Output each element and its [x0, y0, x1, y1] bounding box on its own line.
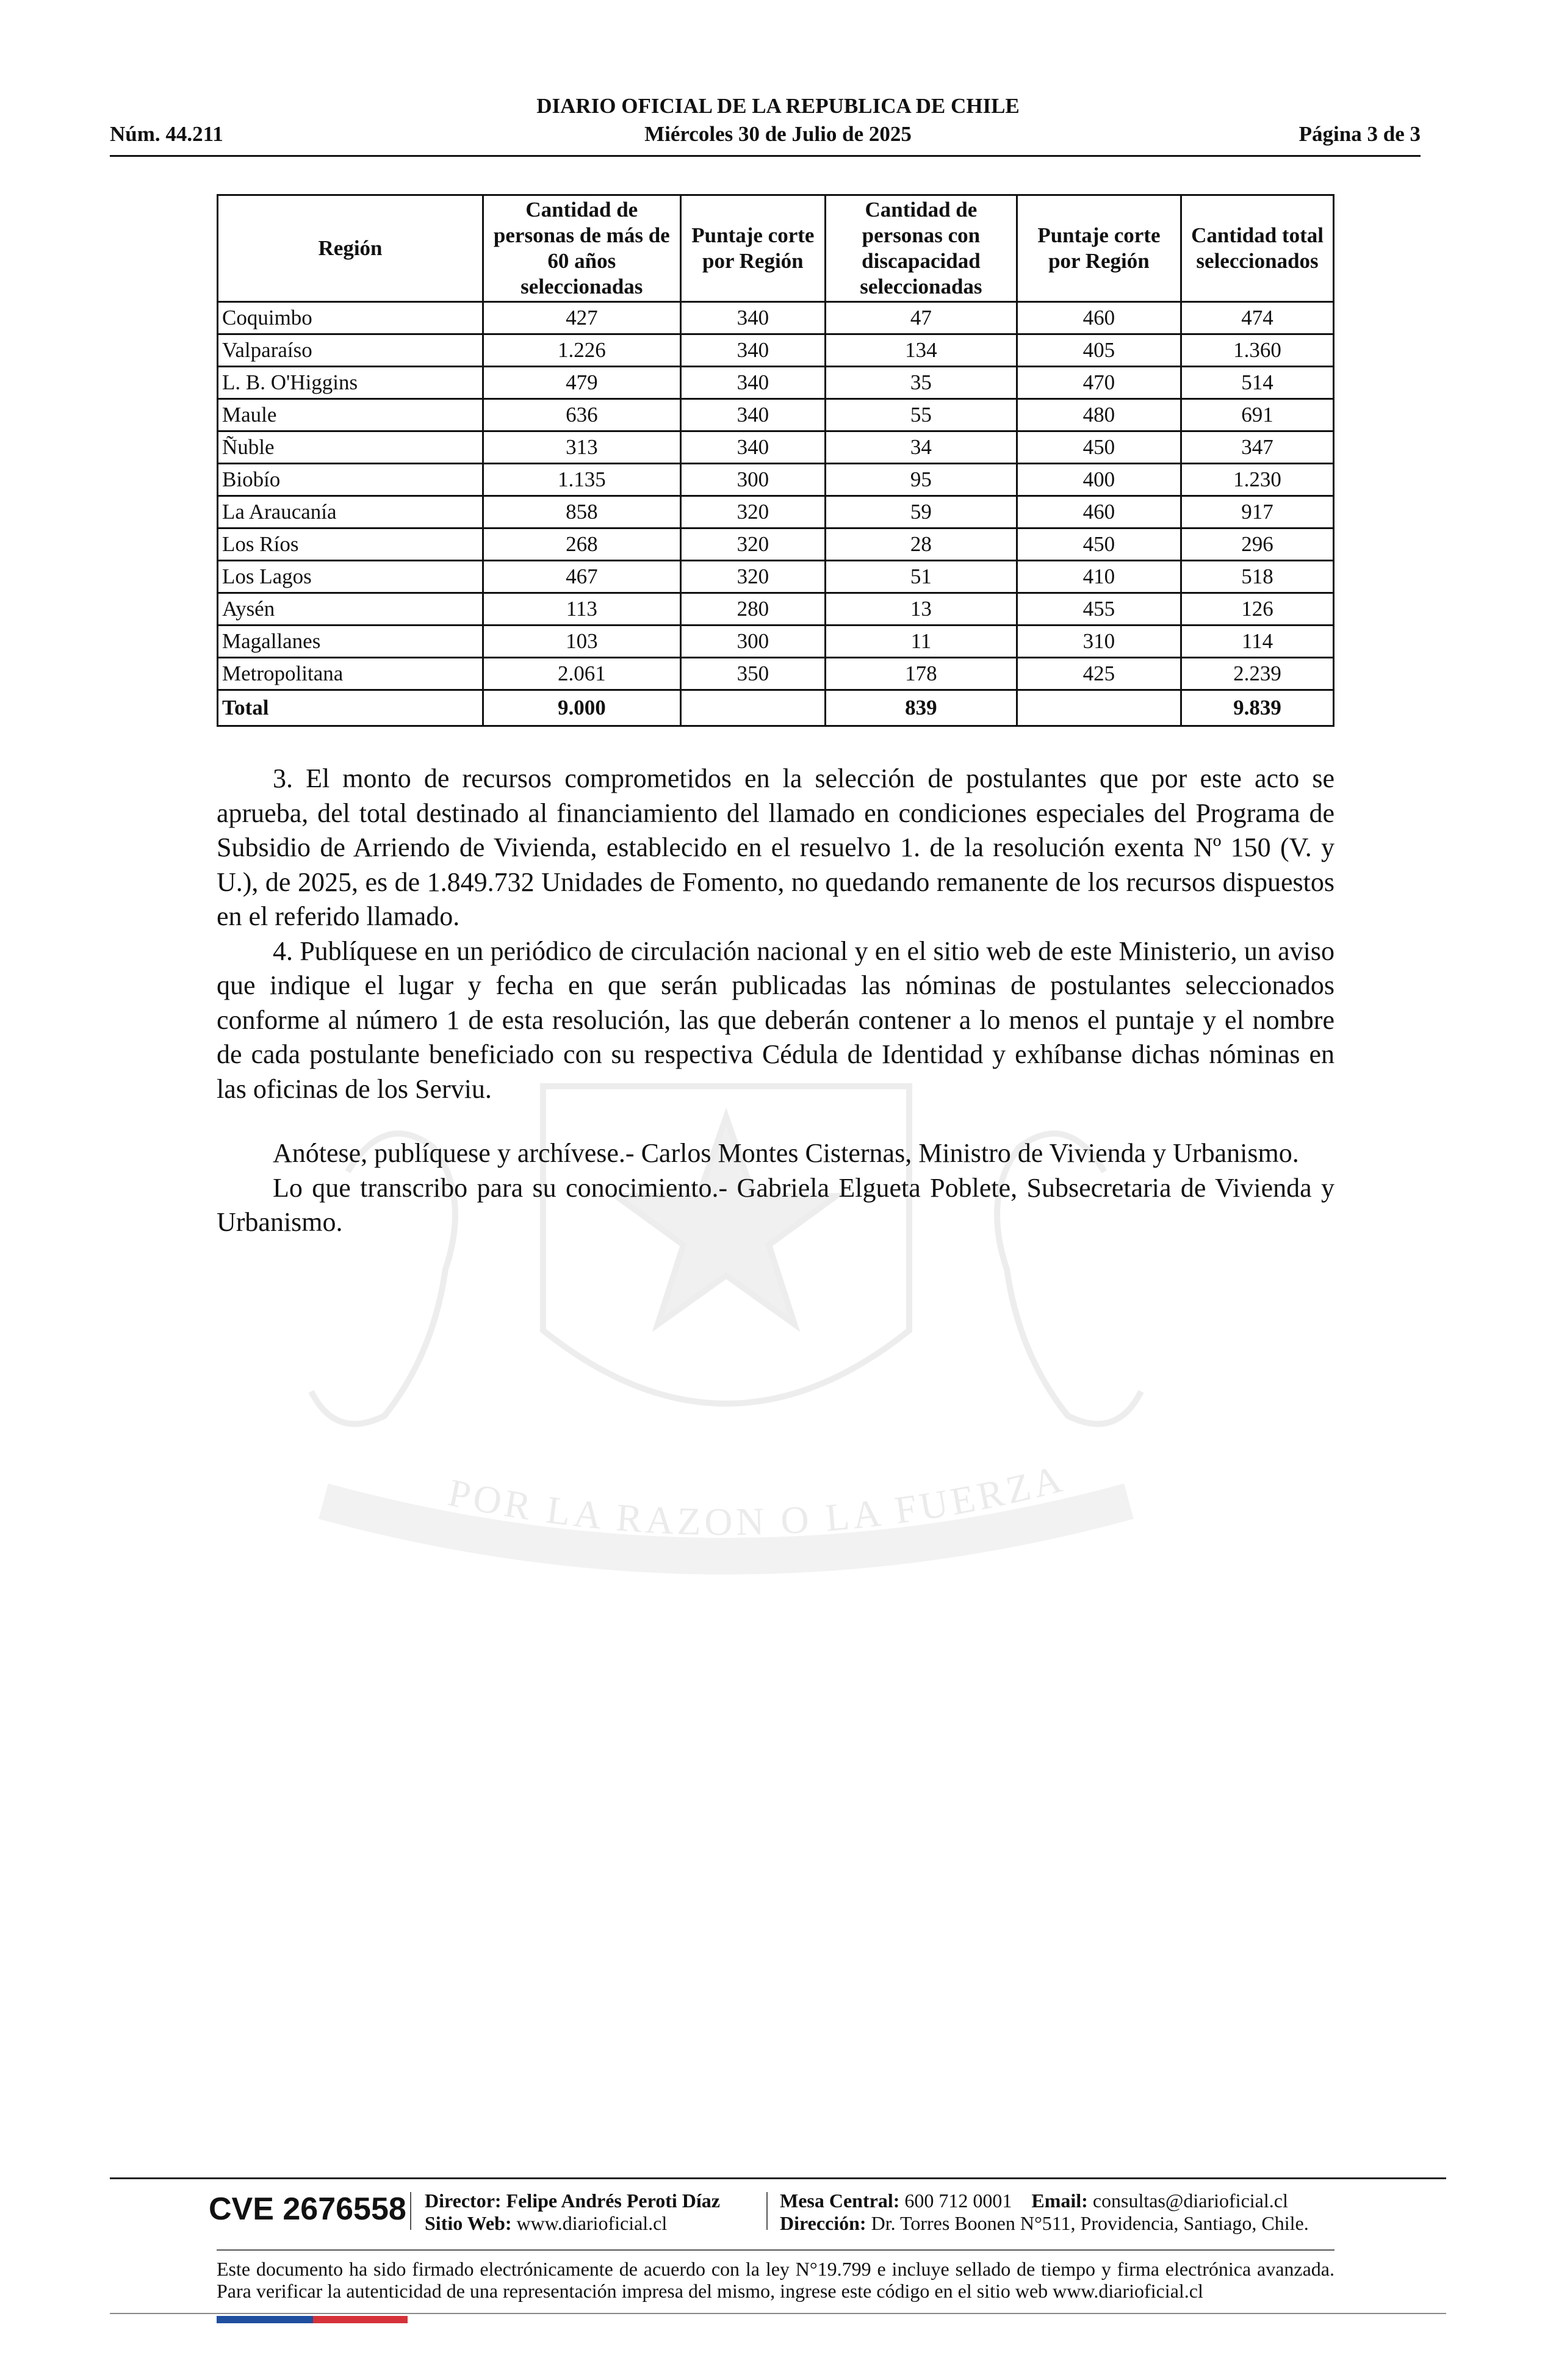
cell-discapacidad: 178: [826, 658, 1017, 690]
cell-puntaje-2: 470: [1017, 367, 1181, 399]
cell-puntaje-2: 460: [1017, 496, 1181, 528]
header-discapacidad: Cantidad de personas con discapacidad seleccionadas: [826, 195, 1017, 302]
cell-puntaje-1: 280: [680, 593, 826, 626]
cell-puntaje-2: 425: [1017, 658, 1181, 690]
issue-date: Miércoles 30 de Julio de 2025: [644, 122, 912, 146]
cell-discapacidad: 95: [826, 464, 1017, 496]
cell-puntaje-1: 340: [680, 334, 826, 367]
motto-text: POR LA RAZON O LA FUERZA: [444, 1456, 1070, 1544]
header-region: Región: [218, 195, 483, 302]
closing-paragraph: Anótese, publíquese y archívese.- Carlos Montes Cisternas, Ministro de Vivienda y Urbanismo.: [273, 1138, 1299, 1168]
cell-puntaje-2: 405: [1017, 334, 1181, 367]
cell-puntaje-1: 320: [680, 528, 826, 561]
cell-puntaje-2: 400: [1017, 464, 1181, 496]
web-link[interactable]: www.diarioficial.cl: [516, 2212, 668, 2234]
header-mayores: Cantidad de personas de más de 60 años seleccionadas: [483, 195, 681, 302]
address-text: Dr. Torres Boonen N°511, Providencia, Santiago, Chile.: [871, 2212, 1309, 2234]
footer-separator: [410, 2192, 411, 2230]
cell-region: Biobío: [218, 464, 483, 496]
cell-total: 296: [1181, 528, 1334, 561]
table-row: [218, 626, 1334, 658]
cell-total: 114: [1181, 626, 1334, 658]
email-link[interactable]: consultas@diarioficial.cl: [1092, 2190, 1288, 2212]
cell-discapacidad: 55: [826, 399, 1017, 431]
email-label: Email:: [1031, 2190, 1088, 2212]
cell-total: 691: [1181, 399, 1334, 431]
cell-region: Los Lagos: [218, 561, 483, 593]
flag-stripe-red: [313, 2316, 408, 2323]
cell-mayores: 268: [483, 528, 681, 561]
selection-table: [217, 194, 1334, 727]
cell-puntaje-1: 340: [680, 431, 826, 464]
total-total: 9.839: [1181, 690, 1334, 726]
cell-discapacidad: 59: [826, 496, 1017, 528]
cell-mayores: 103: [483, 626, 681, 658]
cell-mayores: 427: [483, 302, 681, 334]
cell-mayores: 1.135: [483, 464, 681, 496]
cell-total: 518: [1181, 561, 1334, 593]
cell-puntaje-2: 310: [1017, 626, 1181, 658]
cell-region: La Araucanía: [218, 496, 483, 528]
footer-divider-mid: [217, 2249, 1334, 2251]
cell-puntaje-2: 460: [1017, 302, 1181, 334]
cell-mayores: 2.061: [483, 658, 681, 690]
header-total: Cantidad total seleccionados: [1181, 195, 1334, 302]
mesa-phone: 600 712 0001: [904, 2190, 1012, 2212]
cell-total: 347: [1181, 431, 1334, 464]
cell-discapacidad: 51: [826, 561, 1017, 593]
cell-puntaje-1: 320: [680, 561, 826, 593]
cell-puntaje-1: 320: [680, 496, 826, 528]
cell-region: L. B. O'Higgins: [218, 367, 483, 399]
header-puntaje-2: Puntaje corte por Región: [1017, 195, 1181, 302]
table-row: [218, 367, 1334, 399]
total-empty-cell: [680, 690, 826, 726]
cell-mayores: 113: [483, 593, 681, 626]
cell-region: Maule: [218, 399, 483, 431]
table-header-row: [218, 195, 1334, 302]
cell-total: 2.239: [1181, 658, 1334, 690]
cell-puntaje-2: 480: [1017, 399, 1181, 431]
flag-stripe-blue: [217, 2316, 313, 2323]
cell-region: Metropolitana: [218, 658, 483, 690]
total-empty-cell: [1017, 690, 1181, 726]
cell-region: Los Ríos: [218, 528, 483, 561]
cell-puntaje-1: 340: [680, 302, 826, 334]
cell-discapacidad: 47: [826, 302, 1017, 334]
cve-code: CVE 2676558: [209, 2191, 406, 2227]
footer-separator: [766, 2192, 768, 2230]
issue-number: Núm. 44.211: [110, 122, 223, 146]
address-label: Dirección:: [780, 2212, 866, 2234]
cell-puntaje-2: 455: [1017, 593, 1181, 626]
page-indicator: Página 3 de 3: [1298, 122, 1421, 146]
total-mayores: 9.000: [483, 690, 681, 726]
cell-mayores: 636: [483, 399, 681, 431]
footer-director-block: [425, 2190, 720, 2235]
paragraph-4: 4. Publíquese en un periódico de circulación nacional y en el sitio web de este Ministerio, un aviso que indique el lugar y fecha en que serán publicadas las nóminas de postulantes seleccionados conforme al número 1 de esta resolución, las que deberán contener a lo menos el puntaje y el nombre de cada postulante beneficiado con su respectiva Cédula de Identidad y exhíbanse dichas nóminas en las oficinas de los Serviu.: [217, 936, 1334, 1104]
cell-total: 1.360: [1181, 334, 1334, 367]
web-label: Sitio Web:: [425, 2212, 512, 2234]
cell-discapacidad: 134: [826, 334, 1017, 367]
cell-total: 917: [1181, 496, 1334, 528]
table-row: [218, 561, 1334, 593]
cell-discapacidad: 34: [826, 431, 1017, 464]
total-label: Total: [218, 690, 483, 726]
cell-puntaje-1: 340: [680, 399, 826, 431]
cell-region: Aysén: [218, 593, 483, 626]
cell-total: 126: [1181, 593, 1334, 626]
table-row: [218, 399, 1334, 431]
cell-puntaje-2: 410: [1017, 561, 1181, 593]
table-row: [218, 334, 1334, 367]
cell-region: Ñuble: [218, 431, 483, 464]
table-row: [218, 658, 1334, 690]
cell-discapacidad: 28: [826, 528, 1017, 561]
footer-divider-top: [110, 2177, 1446, 2179]
cell-discapacidad: 13: [826, 593, 1017, 626]
header-puntaje-1: Puntaje corte por Región: [680, 195, 826, 302]
footer-contact-block: [780, 2190, 1309, 2235]
signature-note: Este documento ha sido firmado electrónicamente de acuerdo con la ley N°19.799 e incluye sellado de tiempo y firma electrónica avanzada. Para verificar la autenticidad de una representación impresa del mismo, ingrese este código en el sitio web www.diarioficial.cl: [217, 2258, 1334, 2302]
table-row: [218, 464, 1334, 496]
cell-discapacidad: 11: [826, 626, 1017, 658]
total-disc: 839: [826, 690, 1017, 726]
cell-region: Magallanes: [218, 626, 483, 658]
body-paragraphs-2: [217, 1136, 1334, 1240]
cell-total: 1.230: [1181, 464, 1334, 496]
mesa-label: Mesa Central:: [780, 2190, 900, 2212]
newspaper-title: DIARIO OFICIAL DE LA REPUBLICA DE CHILE: [536, 94, 1020, 118]
transcription-paragraph: Lo que transcribo para su conocimiento.- Gabriela Elgueta Poblete, Subsecretaria de Vivienda y Urbanismo.: [217, 1172, 1334, 1237]
coat-of-arms-watermark: [201, 1013, 1251, 1672]
cell-total: 474: [1181, 302, 1334, 334]
table-row: [218, 496, 1334, 528]
cell-puntaje-1: 300: [680, 464, 826, 496]
cell-region: Valparaíso: [218, 334, 483, 367]
body-paragraphs-1: [217, 762, 1334, 1106]
footer-divider-bottom: [110, 2313, 1446, 2314]
cell-puntaje-1: 300: [680, 626, 826, 658]
cell-mayores: 858: [483, 496, 681, 528]
director-name: Felipe Andrés Peroti Díaz: [506, 2190, 720, 2212]
cell-puntaje-1: 350: [680, 658, 826, 690]
table-row: [218, 528, 1334, 561]
cell-region: Coquimbo: [218, 302, 483, 334]
header-divider: [110, 155, 1421, 157]
cell-total: 514: [1181, 367, 1334, 399]
cell-mayores: 467: [483, 561, 681, 593]
cell-discapacidad: 35: [826, 367, 1017, 399]
cell-puntaje-2: 450: [1017, 431, 1181, 464]
table-row: [218, 302, 1334, 334]
cell-mayores: 313: [483, 431, 681, 464]
table-row: [218, 431, 1334, 464]
cell-mayores: 479: [483, 367, 681, 399]
table-total-row: [218, 690, 1334, 726]
director-label: Director:: [425, 2190, 502, 2212]
paragraph-3: 3. El monto de recursos comprometidos en la selección de postulantes que por este acto se aprueba, del total destinado al financiamiento del llamado en condiciones especiales del Programa de Subsidio de Arriendo de Vivienda, establecido en el resuelvo 1. de la resolución exenta Nº 150 (V. y U.), de 2025, es de 1.849.732 Unidades de Fomento, no quedando remanente de los recursos dispuestos en el referido llamado.: [217, 763, 1334, 931]
cell-mayores: 1.226: [483, 334, 681, 367]
cell-puntaje-2: 450: [1017, 528, 1181, 561]
table-row: [218, 593, 1334, 626]
cell-puntaje-1: 340: [680, 367, 826, 399]
